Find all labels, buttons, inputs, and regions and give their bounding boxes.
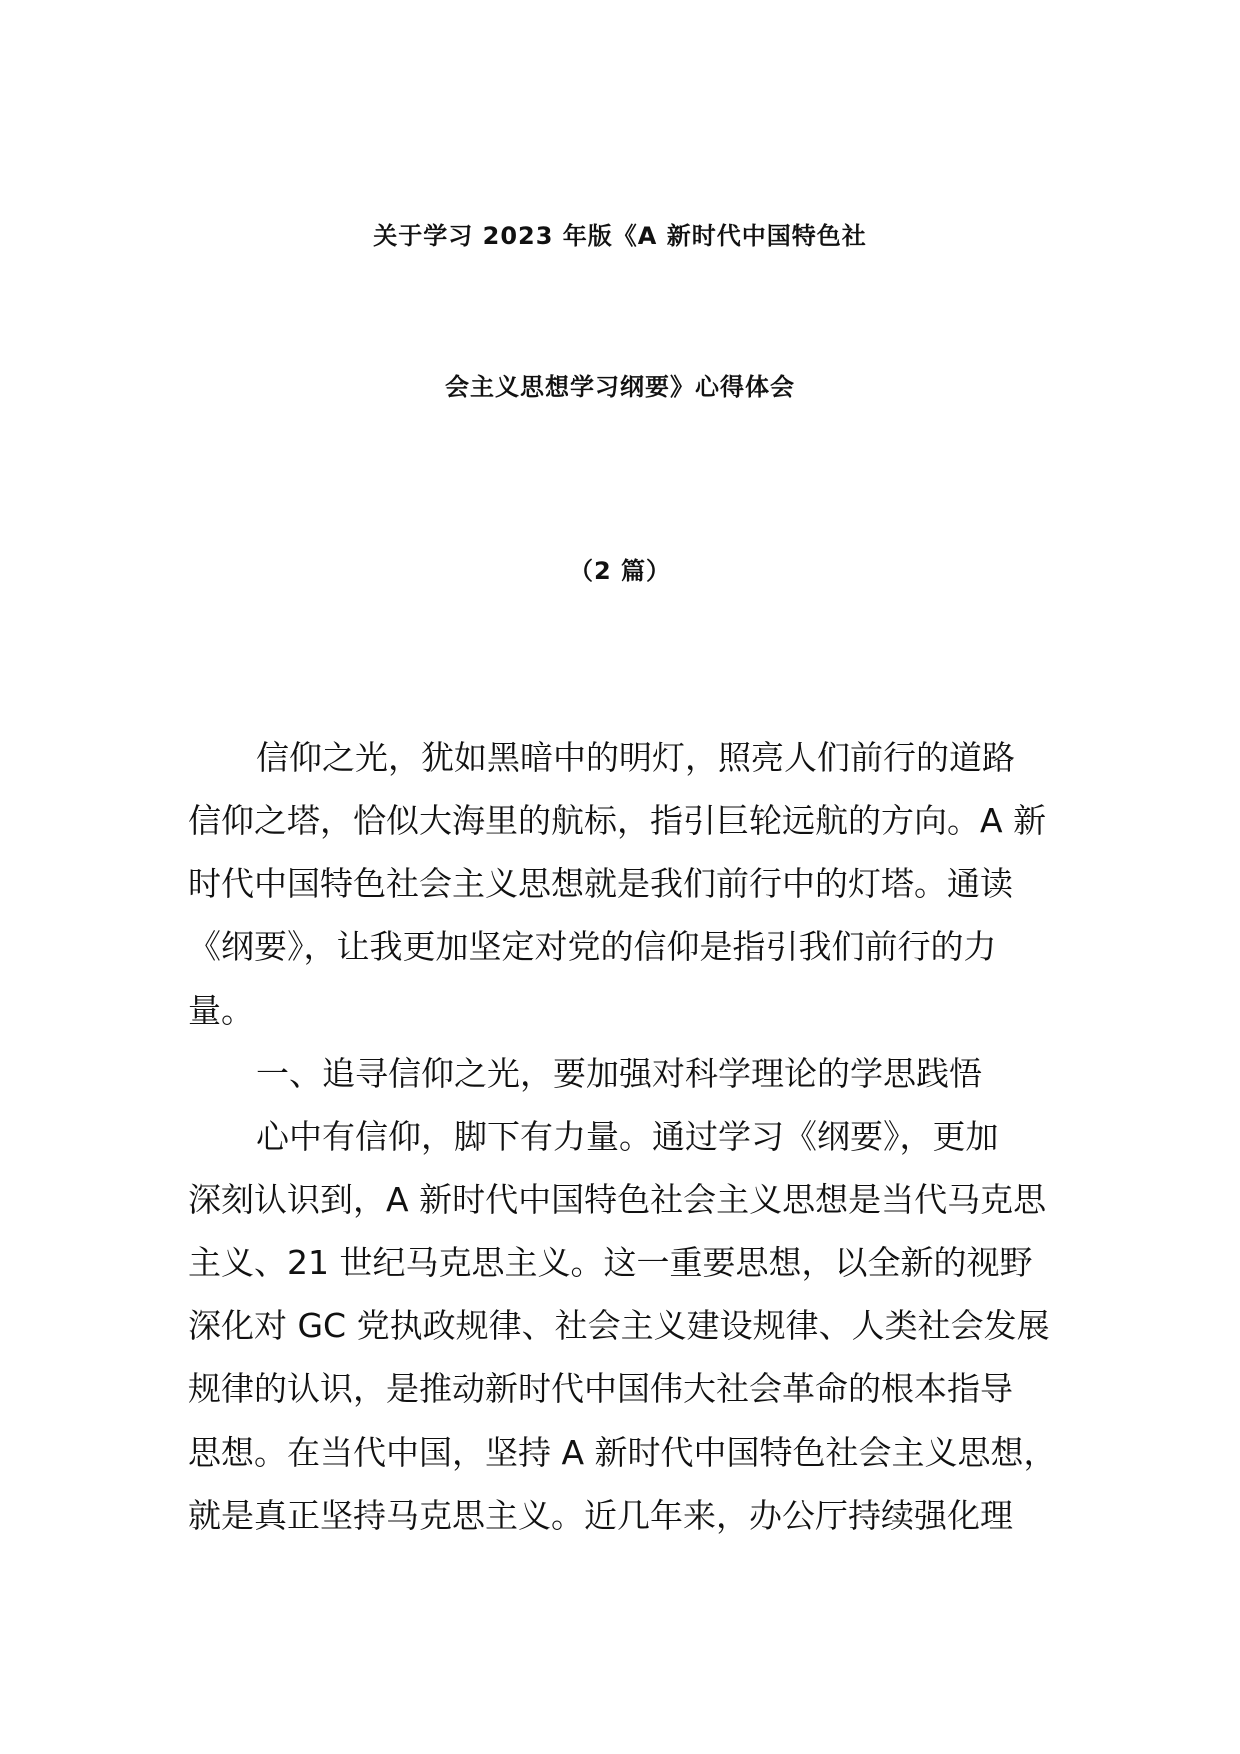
section-heading: 一、追寻信仰之光，要加强对科学理论的学思践悟	[256, 1054, 982, 1093]
paragraph-line: 量。	[188, 991, 254, 1030]
paragraph-line: 信仰之塔，恰似大海里的航标，指引巨轮远航的方向。A 新	[188, 801, 1047, 840]
document-title-line-1: 关于学习 2023 年版《A 新时代中国特色社	[373, 222, 867, 250]
paragraph-line: 深化对 GC 党执政规律、社会主义建设规律、人类社会发展	[188, 1306, 1050, 1345]
paragraph-line: 时代中国特色社会主义思想就是我们前行中的灯塔。通读	[188, 864, 1013, 903]
paragraph-line: 思想。在当代中国，坚持 A 新时代中国特色社会主义思想，	[188, 1433, 1057, 1472]
paragraph-line: 主义、21 世纪马克思主义。这一重要思想，以全新的视野	[188, 1243, 1033, 1282]
paragraph-line: 规律的认识，是推动新时代中国伟大社会革命的根本指导	[188, 1369, 1013, 1408]
document-subtitle: （2 篇）	[568, 557, 672, 585]
paragraph-line: 深刻认识到，A 新时代中国特色社会主义思想是当代马克思	[188, 1180, 1047, 1219]
document-title-line-2: 会主义思想学习纲要》心得体会	[445, 373, 795, 401]
paragraph-line: 《纲要》，让我更加坚定对党的信仰是指引我们前行的力	[188, 927, 997, 966]
paragraph-line: 心中有信仰，脚下有力量。通过学习《纲要》，更加	[256, 1117, 999, 1156]
paragraph-line: 就是真正坚持马克思主义。近几年来，办公厅持续强化理	[188, 1496, 1013, 1535]
paragraph-line: 信仰之光，犹如黑暗中的明灯，照亮人们前行的道路	[256, 738, 1015, 777]
